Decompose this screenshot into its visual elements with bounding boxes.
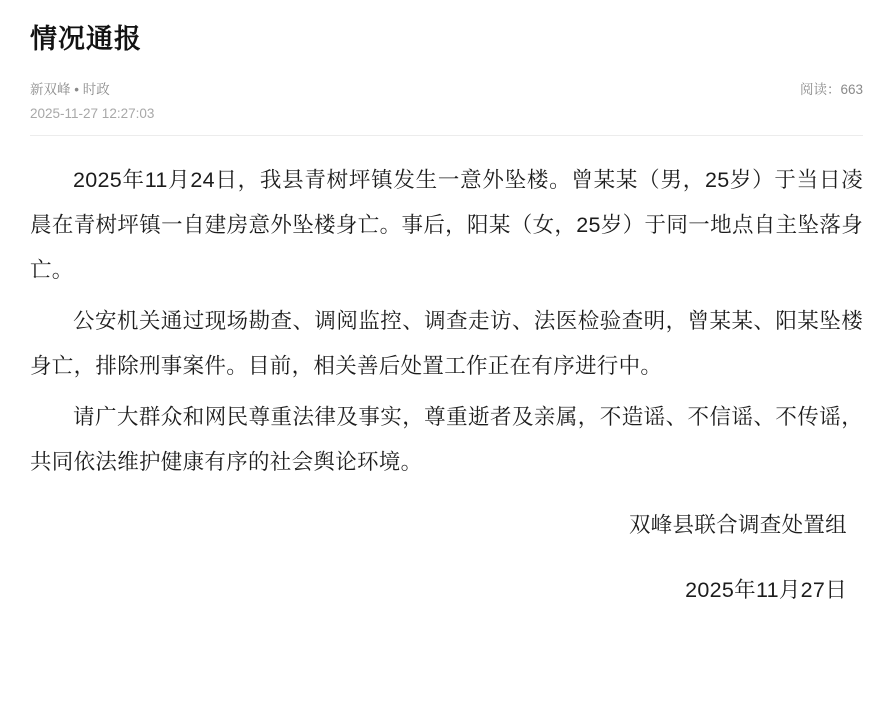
article-paragraph: 2025年11月24日，我县青树坪镇发生一意外坠楼。曾某某（男，25岁）于当日凌晨在青树坪镇一自建房意外坠楼身亡。事后，阳某（女，25岁）于同一地点自主坠落身亡。 (30, 168, 863, 283)
read-count: 阅读：663 (799, 82, 863, 98)
article-paragraph: 公安机关通过现场勘查、调阅监控、调查走访、法医检验查明，曾某某、阳某坠楼身亡，排除刑事案件。目前，相关善后处置工作正在有序进行中。 (30, 309, 863, 379)
meta-left-group (30, 79, 154, 124)
page-title: 情况通报 (30, 24, 142, 54)
article-body (30, 158, 863, 613)
article-timestamp: 2025-11-27 12:27:03 (30, 105, 155, 121)
article-signature-date: 2025年11月27日 (685, 578, 847, 603)
article-meta (30, 79, 863, 127)
article-paragraph: 请广大群众和网民尊重法律及事实，尊重逝者及亲属，不造谣、不信谣、不传谣，共同依法维护健康有序的社会舆论环境。 (30, 405, 863, 475)
article-signature: 双峰县联合调查处置组 (628, 513, 847, 538)
header-divider (30, 135, 863, 136)
article-source: 新双峰 • 时政 (30, 82, 110, 98)
